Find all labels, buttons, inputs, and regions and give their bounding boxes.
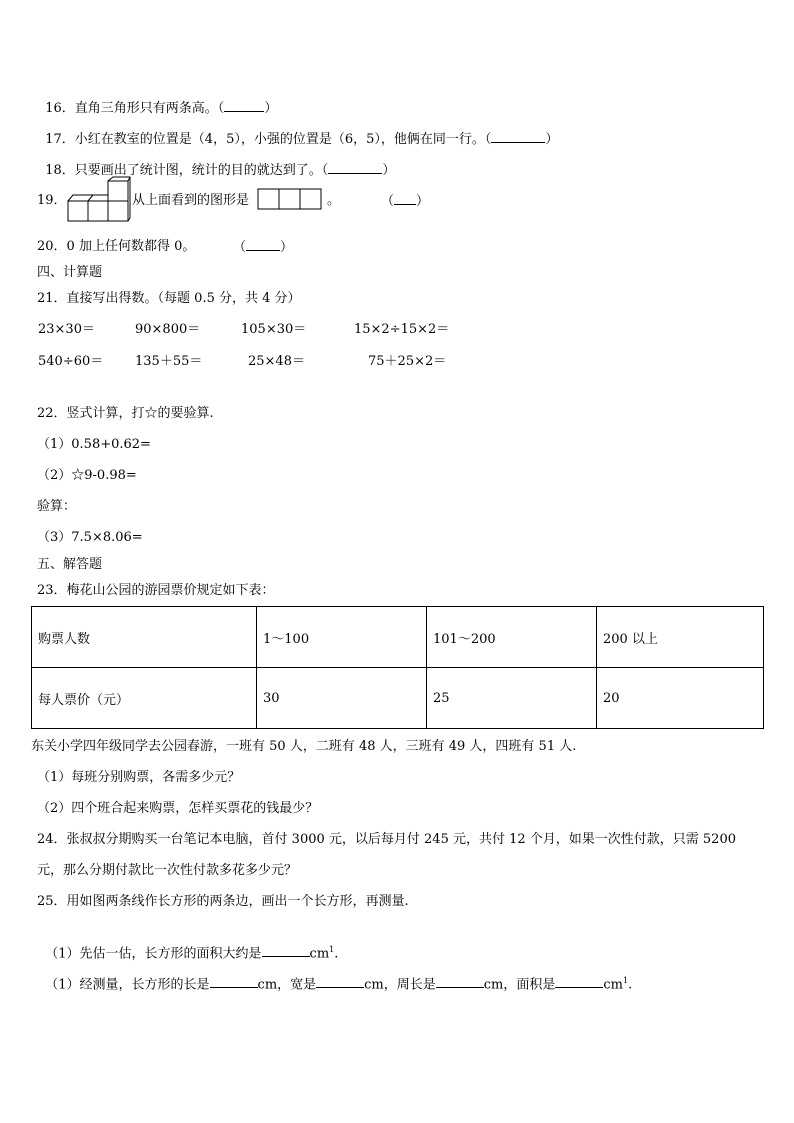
question-24-line-1: 24．张叔叔分期购买一台笔记本电脑，首付 3000 元，以后每月付 245 元，共付 12 个月，如果一次性付款，只需 5200 <box>37 832 736 847</box>
calc-item: 15×2÷15×2＝ <box>354 322 450 337</box>
calc-item: 90×800＝ <box>135 322 201 337</box>
question-24-line-2: 元，那么分期付款比一次性付款多花多少元？ <box>37 863 298 878</box>
question-25-sub-1: （1）先估一估，长方形的面积大约是 $cm^1$. <box>45 945 339 962</box>
answer-blank[interactable] <box>328 162 382 174</box>
question-21-text: 21．直接写出得数。（每题 0.5 分，共 4 分） <box>37 291 301 306</box>
cube-figure-icon <box>67 176 131 224</box>
question-16-text: 16．直角三角形只有两条高。（ <box>45 101 225 116</box>
table-row <box>32 607 764 668</box>
answer-blank[interactable] <box>394 193 416 205</box>
answer-blank[interactable] <box>246 239 280 251</box>
calc-item: 540÷60＝ <box>38 354 104 369</box>
question-19-answer: （ ） <box>381 194 430 209</box>
q22-check-label: 验算： <box>37 499 77 514</box>
q22-item-3: （3）7.5×8.06= <box>37 530 143 545</box>
question-23-sub-2: （2）四个班合起来购票，怎样买票花的钱最少？ <box>37 801 319 816</box>
calc-item: 75＋25×2＝ <box>368 354 447 369</box>
question-25-sub-2: （1）经测量，长方形的长是 cm，宽是 cm，周长是 cm，面积是 $cm^1$. <box>45 976 633 993</box>
section-heading-5: 五、解答题 <box>37 557 103 572</box>
answer-blank[interactable] <box>224 100 264 112</box>
question-20-answer: （ ） <box>233 240 294 255</box>
table-cell: 30 <box>257 668 427 729</box>
table-cell: 200 以上 <box>597 607 764 668</box>
question-19-period: 。 <box>327 193 341 208</box>
question-17-text: 17．小红在教室的位置是（4，5），小强的位置是（6，5），他俩在同一行。（ <box>45 132 492 147</box>
question-17: 17．小红在教室的位置是（4，5），小强的位置是（6，5），他俩在同一行。（ ） <box>45 132 559 147</box>
question-22-text: 22．竖式计算，打☆的要验算. <box>37 406 214 421</box>
question-19-text: 从上面看到的图形是 <box>132 193 250 208</box>
answer-blank[interactable] <box>436 976 484 988</box>
table-cell: 25 <box>427 668 597 729</box>
question-23-description: 东关小学四年级同学去公园春游，一班有 50 人，二班有 48 人，三班有 49 人，四班有 51 人. <box>31 739 577 754</box>
answer-blank[interactable] <box>491 131 545 143</box>
table-row <box>32 668 764 729</box>
table-cell: 101～200 <box>427 607 597 668</box>
ticket-price-table <box>31 606 764 729</box>
calc-item: 135＋55＝ <box>135 354 203 369</box>
answer-blank[interactable] <box>210 976 258 988</box>
calc-item: 25×48＝ <box>248 354 305 369</box>
question-25-text: 25．用如图两条线作长方形的两条边，画出一个长方形，再测量. <box>37 894 409 909</box>
table-cell: 1～100 <box>257 607 427 668</box>
q22-item-2: （2）☆9-0.98= <box>37 468 137 483</box>
question-16: 16．直角三角形只有两条高。（ ） <box>45 101 278 116</box>
answer-blank[interactable] <box>262 945 310 957</box>
question-19-number: 19． <box>37 193 67 208</box>
q22-item-1: （1）0.58+0.62= <box>37 437 151 452</box>
table-cell: 20 <box>597 668 764 729</box>
table-cell: 每人票价（元） <box>32 668 257 729</box>
question-18: 18．只要画出了统计图，统计的目的就达到了。（ ） <box>45 163 396 178</box>
question-18-text: 18．只要画出了统计图，统计的目的就达到了。（ <box>45 163 329 178</box>
section-heading-4: 四、计算题 <box>37 265 103 280</box>
top-view-figure-icon <box>257 188 323 210</box>
answer-blank[interactable] <box>316 976 364 988</box>
calc-item: 23×30＝ <box>38 322 95 337</box>
question-20-text: 20．0 加上任何数都得 0。 <box>37 239 196 254</box>
question-23-text: 23．梅花山公园的游园票价规定如下表： <box>37 583 275 598</box>
calc-item: 105×30＝ <box>241 322 307 337</box>
table-cell: 购票人数 <box>32 607 257 668</box>
question-23-sub-1: （1）每班分别购票，各需多少元？ <box>37 770 241 785</box>
answer-blank[interactable] <box>555 976 603 988</box>
